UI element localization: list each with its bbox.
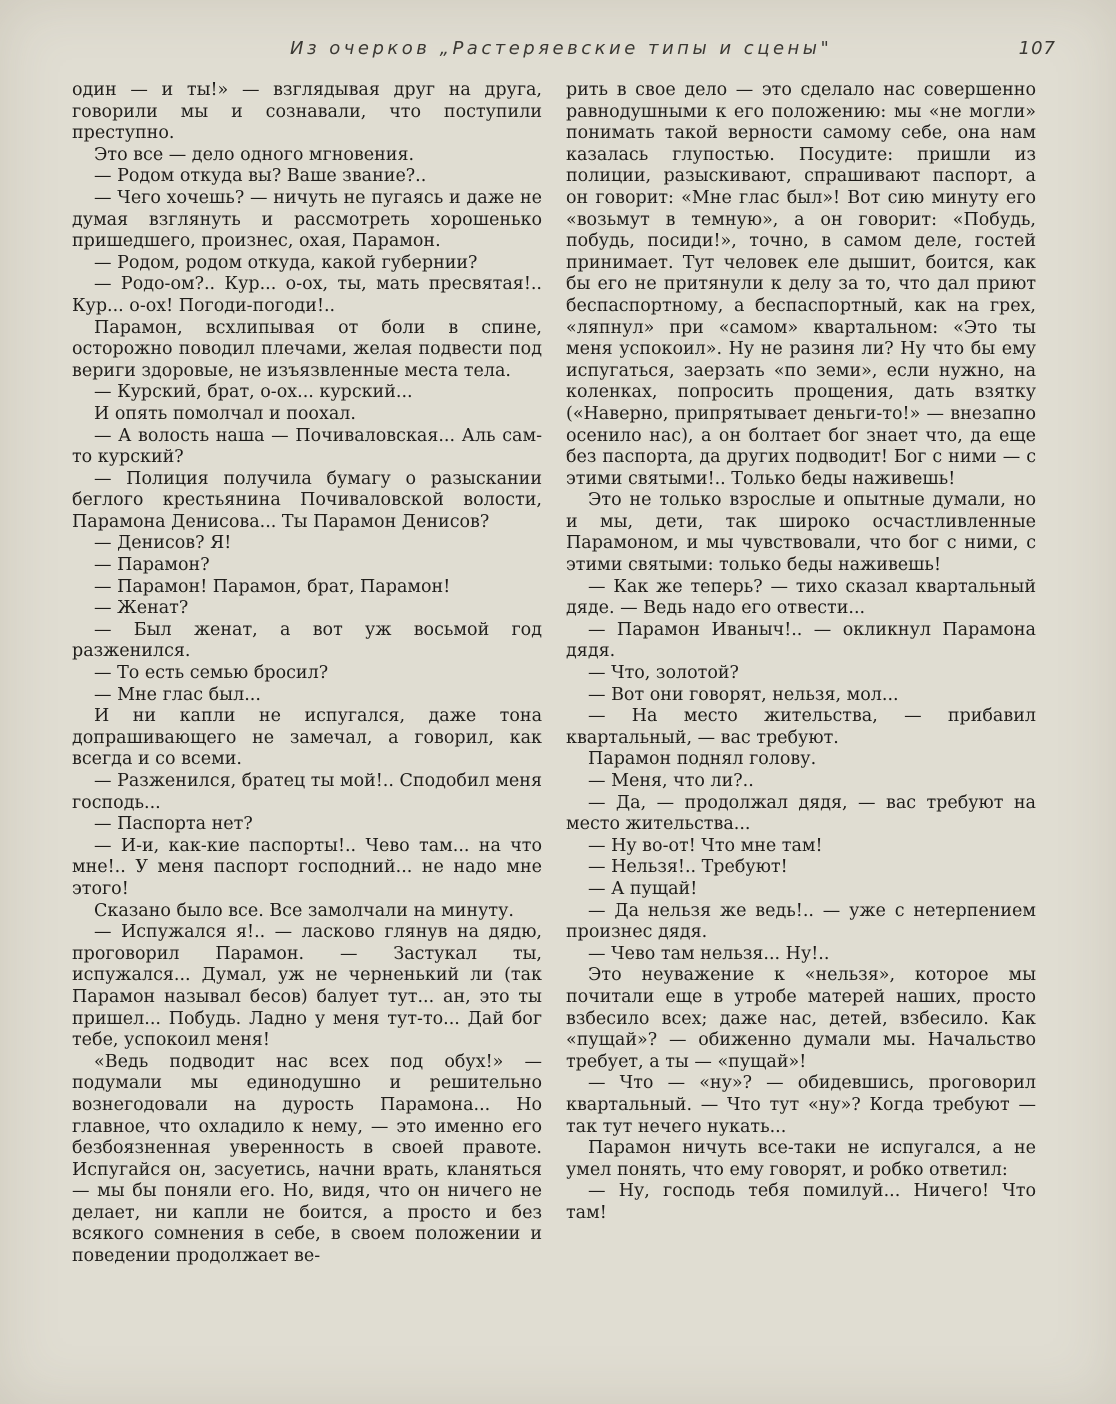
paragraph: — Да, — продолжал дядя, — вас требуют на место жительства... <box>566 792 1036 835</box>
paragraph: — Денисов? Я! <box>94 533 232 554</box>
paragraph: Это не только взрослые и опытные думали, но и мы, дети, так широко осчастливленные Парамоном, и мы чувствовали, что бог с ними, с этими святыми: только беды наживешь! <box>566 490 1036 576</box>
paragraph: — На место жительства, — прибавил квартальный, — вас требуют. <box>566 706 1036 748</box>
paragraph: — Нельзя!.. Требуют! <box>588 857 788 878</box>
paragraph: — Женат? <box>94 598 189 619</box>
paragraph: — Испужался я!.. — ласково глянув на дядю, проговорил Парамон. — Застукал ты, испужался... Думал, уж не черненький ли (так Парамон называл бесов) балует тут... ан, это ты пришел... Побудь. Ладно у меня тут-то... Дай бог тебе, успокоил меня! <box>72 922 542 1051</box>
paragraph: Это все — дело одного мгновения. <box>94 144 415 165</box>
paragraph: — Родо-ом?.. Кур... о-ох, ты, мать пресвятая!.. Кур... о-ох! Погоди-погоди!.. <box>72 274 542 316</box>
page-number: 107 <box>1018 38 1056 59</box>
paragraph: — То есть семью бросил? <box>94 663 329 684</box>
paragraph: — И-и, как-кие паспорты!.. Чево там... на что мне!.. У меня паспорт господний... не надо мне этого! <box>72 835 542 899</box>
paragraph: — А пущай! <box>588 878 698 899</box>
paragraph: Парамон ничуть все-таки не испугался, а не умел понять, что ему говорят, и робко ответил: <box>566 1138 1036 1180</box>
paragraph: — Мне глас был... <box>94 684 261 705</box>
paragraph: — Вот они говорят, нельзя, мол... <box>588 684 899 705</box>
paragraph: — Что — «ну»? — обидевшись, проговорил квартальный. — Что тут «ну»? Когда требуют — так тут нечего нукать... <box>566 1073 1036 1137</box>
paragraph: — Полиция получила бумагу о разыскании беглого крестьянина Почиваловской волости, Парамона Денисова... Ты Парамон Денисов? <box>72 468 542 532</box>
paragraph: Сказано было все. Все замолчали на минуту. <box>94 900 514 921</box>
paragraph: Парамон, всхлипывая от боли в спине, осторожно поводил плечами, желая подвести под вериги здоровые, не изъязвленные места тела. <box>72 317 542 381</box>
paragraph: — Чево там нельзя... Ну!.. <box>588 943 830 964</box>
paragraph: И ни капли не испугался, даже тона допрашивающего не замечал, а говорил, как всегда и со всеми. <box>72 706 542 770</box>
paragraph: — Чего хочешь? — ничуть не пугаясь и даже не думая взглянуть и рассмотреть хорошенько пришедшего, произнес, охая, Парамон. <box>72 187 542 252</box>
paragraph: — Был женат, а вот уж восьмой год разженился. <box>72 619 542 662</box>
paragraph: «Ведь подводит нас всех под обух!» — подумали мы единодушно и решительно вознегодовали на дурость Парамона... Но главное, что охладило к нему, — это именно его безбоязненная уверенность в своей правоте. Испугайся он, засуетись, начни врать, кланяться — мы бы поняли его. Но, видя, что он ничего не делает, ни капли не боится, а просто и без всякого сомнения в себе, в своем положении и поведении продолжает ве- <box>72 1051 542 1267</box>
running-title: Из очерков „Растеряевские типы и сцены" <box>290 38 833 59</box>
paragraph: — Что, золотой? <box>588 663 739 684</box>
paragraph: — Родом откуда вы? Ваше звание?.. <box>94 166 427 187</box>
paragraph: — Паспорта нет? <box>94 814 253 835</box>
paragraph: — Парамон! Парамон, брат, Парамон! <box>94 576 451 597</box>
right-column <box>566 80 1036 1224</box>
paragraph: — Парамон Иваныч!.. — окликнул Парамона дядя. <box>566 619 1036 662</box>
paragraph: — Ну, господь тебя помилуй... Ничего! Что там! <box>566 1181 1036 1223</box>
running-header <box>290 30 1056 64</box>
paragraph: Парамон поднял голову. <box>588 749 817 770</box>
paragraph: — Родом, родом откуда, какой губернии? <box>94 252 478 273</box>
paragraph: один — и ты!» — взглядывая друг на друга, говорили мы и сознавали, что поступили преступно. <box>72 80 542 144</box>
paragraph: — А волость наша — Почиваловская... Аль сам-то курский? <box>72 425 542 468</box>
paragraph: — Парамон? <box>94 555 210 576</box>
paragraph: — Ну во-от! Что мне там! <box>588 835 823 856</box>
paragraph: Это неуважение к «нельзя», которое мы почитали еще в утробе матерей наших, просто взбесило всех; даже нас, детей, взбесило. Как «пущай»? — обиженно думали мы. Начальство требует, а ты — «пущай»! <box>566 965 1036 1072</box>
paragraph: рить в свое дело — это сделало нас совершенно равнодушными к его положению: мы «не могли» понимать такой верности самому себе, она нам казалась глупостью. Посудите: пришли из полиции, разыскивают, спрашивают паспорт, а он говорит: «Мне глас был»! Вот сию минуту его «возьмут в темную», а он говорит: «Побудь, побудь, посиди!», точно, в самом деле, гостей принимает. Тут человек еле дышит, боится, как бы его не притянули к делу за то, что дал приют беспаспортному, а беспаспортный, как на грех, «ляпнул» при «самом» квартальном: «Это ты меня успокоил». Ну не разиня ли? Ну что бы ему испугаться, заерзать «по земи», если нужно, на коленках, попросить прощения, дать взятку («Наверно, припрятывает деньги-то!» — внезапно осенило нас), а он болтает бог знает что, да еще без паспорта, да других подводит! Бог с ними — с этими святыми!.. Только беды наживешь! <box>566 80 1036 489</box>
paragraph: — Разженился, братец ты мой!.. Сподобил меня господь... <box>72 771 542 813</box>
paragraph: И опять помолчал и поохал. <box>94 403 356 424</box>
left-column <box>72 80 542 1268</box>
paragraph: — Курский, брат, о-ох... курский... <box>94 382 413 403</box>
paragraph: — Как же теперь? — тихо сказал квартальный дяде. — Ведь надо его отвести... <box>566 576 1036 619</box>
paragraph: — Меня, что ли?.. <box>588 771 754 791</box>
paragraph: — Да нельзя же ведь!.. — уже с нетерпением произнес дядя. <box>566 900 1036 943</box>
